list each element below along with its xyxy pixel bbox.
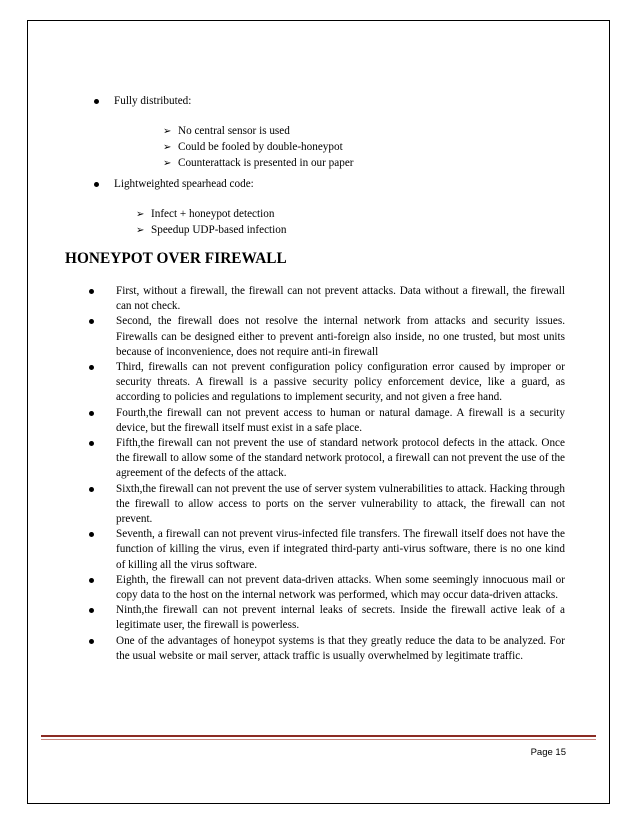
list-item-label: Fully distributed: (114, 95, 192, 107)
bullet-icon (89, 365, 94, 370)
bullet-icon (89, 608, 94, 613)
bullet-icon (89, 441, 94, 446)
paragraph-item (89, 406, 565, 436)
sub-list-item-text: Could be fooled by double-honeypot (178, 140, 343, 153)
bullet-icon (89, 639, 94, 644)
sub-list-item (163, 156, 354, 172)
paragraph-item (89, 527, 565, 573)
bullet-icon (89, 578, 94, 583)
sub-list-item-text: No central sensor is used (178, 125, 290, 137)
arrow-bullet-icon: ➢ (163, 141, 172, 153)
list-item (94, 94, 191, 109)
paragraph-item (89, 314, 565, 360)
sub-list-item-text: Infect + honeypot detection (151, 208, 275, 220)
sub-list-item-text: Counterattack is presented in our paper (178, 156, 354, 169)
paragraph-text: Third, firewalls can not prevent configuration policy configuration error caused by improper or security threats. A firewall is a passive security policy enforcement device, like a guard, as according to policies and regulations to implement security, and not given a free hand. (116, 361, 565, 404)
page-number: Page 15 (530, 747, 566, 758)
paragraph-text: One of the advantages of honeypot systems is that they greatly reduce the data to be analyzed. For the usual website or mail server, attack traffic is usually overwhelmed by legitimate traffic. (116, 634, 565, 662)
paragraph-item (89, 603, 565, 633)
arrow-bullet-icon: ➢ (136, 209, 145, 220)
footer-rule (41, 735, 596, 737)
sub-list-item (163, 124, 354, 140)
paragraph-text: Seventh, a firewall can not prevent virus-infected file transfers. The firewall itself does not have the function of killing the virus, even if integrated third-party anti-virus software, there is no one kind of killing all the virus software. (116, 528, 565, 571)
paragraph-list (89, 284, 565, 664)
paragraph-item (89, 482, 565, 528)
paragraph-item (89, 360, 565, 406)
paragraph-text: Sixth,the firewall can not prevent the use of server system vulnerabilities to attack. Hacking through the firewall to allow access to ports on the server vulnerability to attack, the firewall can not prevent. (116, 482, 565, 526)
paragraph-text: Fourth,the firewall can not prevent access to human or natural damage. A firewall is a security device, but the firewall itself must exist in a safe place. (116, 406, 565, 434)
sub-list-item (163, 140, 354, 156)
paragraph-item (89, 284, 565, 314)
list-item (94, 177, 254, 192)
bullet-icon (89, 487, 94, 492)
paragraph-text: Eighth, the firewall can not prevent data-driven attacks. When some seemingly innocuous mail or copy data to the host on the internal network was performed, which may occur data-driven attacks. (116, 573, 565, 602)
bullet-icon (89, 411, 94, 416)
bullet-icon (89, 289, 94, 294)
paragraph-text: Fifth,the firewall can not prevent the use of standard network protocol defects in the attack. Once the firewall to allow some of the standard network protocol, a firewall can not prevent the use of the agreement of the defects of the attack. (116, 437, 565, 480)
arrow-bullet-icon: ➢ (163, 126, 172, 137)
sub-list (163, 124, 354, 171)
paragraph-text: Second, the firewall does not resolve the internal network from attacks and security issues. Firewalls can be designed either to prevent anti-foreign also inside, no one trusted, but most units because of inconvenience, does not require anti-in firewall (116, 315, 565, 358)
arrow-bullet-icon: ➢ (136, 224, 145, 236)
paragraph-text: Ninth,the firewall can not prevent internal leaks of secrets. Inside the firewall active leak of a legitimate user, the firewall is powerless. (116, 604, 565, 632)
paragraph-item (89, 436, 565, 482)
paragraph-text: First, without a firewall, the firewall can not prevent attacks. Data without a firewall, the firewall can not check. (116, 285, 565, 313)
paragraph-item (89, 634, 565, 664)
paragraph-item (89, 573, 565, 603)
bullet-icon (89, 532, 94, 537)
list-item-label: Lightweighted spearhead code: (114, 178, 254, 190)
section-heading: HONEYPOT OVER FIREWALL (65, 250, 287, 267)
sub-list-item (136, 207, 286, 223)
sub-list-item-text: Speedup UDP-based infection (151, 223, 287, 236)
arrow-bullet-icon: ➢ (163, 157, 172, 169)
sub-list (136, 207, 286, 239)
bullet-icon (89, 319, 94, 324)
sub-list-item (136, 223, 286, 239)
footer-rule-thin (41, 739, 596, 740)
